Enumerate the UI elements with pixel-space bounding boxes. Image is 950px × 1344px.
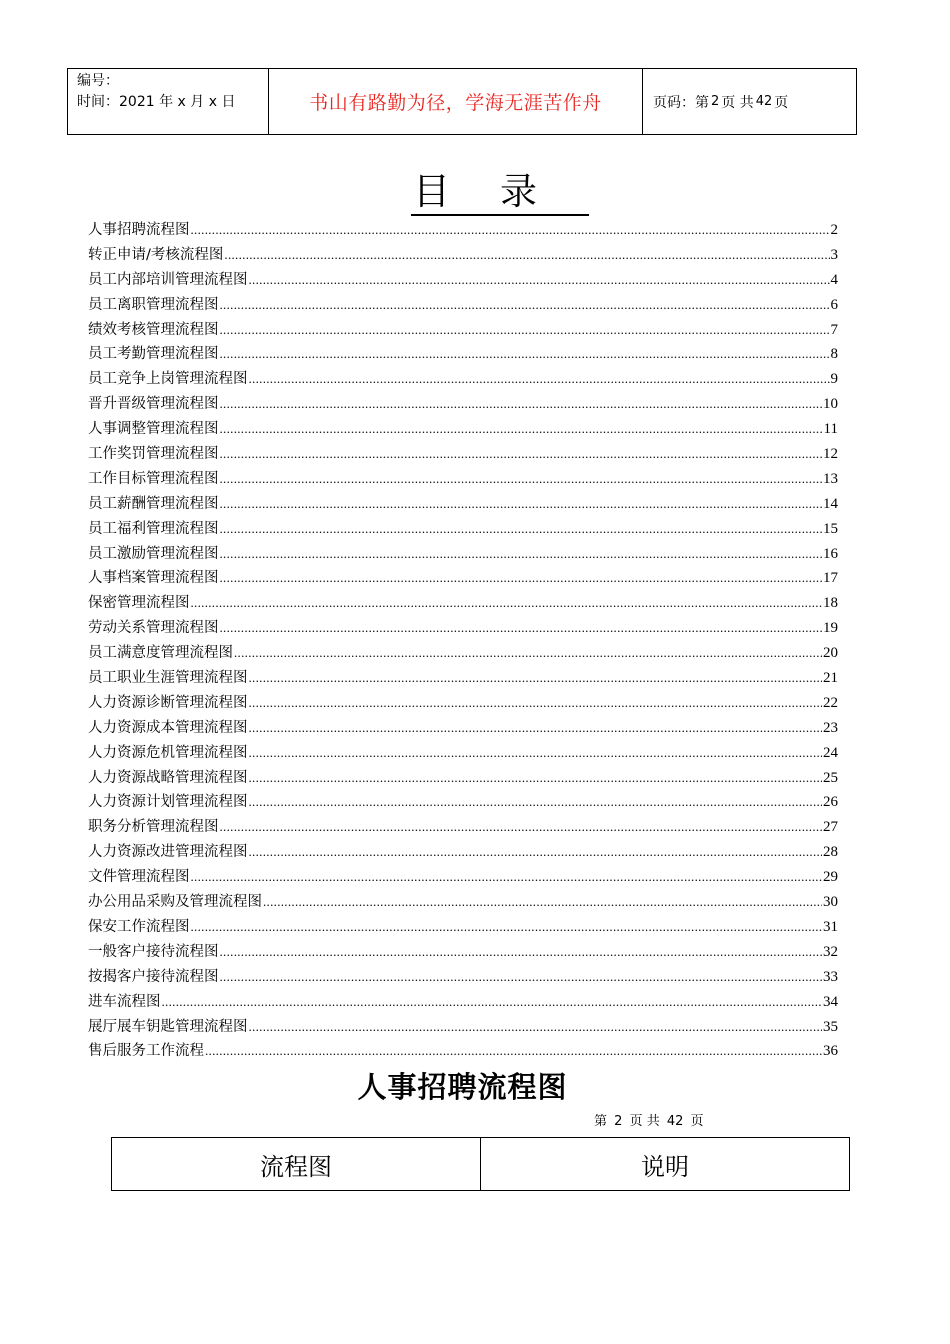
toc-entry-leader xyxy=(249,741,823,766)
toc-entry-page: 14 xyxy=(823,495,838,512)
toc-entry-label: 按揭客户接待流程图 xyxy=(88,968,219,985)
toc-entry-label: 办公用品采购及管理流程图 xyxy=(88,894,262,911)
toc-entry-label: 劳动关系管理流程图 xyxy=(88,620,219,637)
toc-entry-label: 展厅展车钥匙管理流程图 xyxy=(88,1018,248,1035)
toc-entry-label: 员工内部培训管理流程图 xyxy=(88,271,248,288)
section-page-indicator xyxy=(594,1112,704,1132)
toc-entry[interactable] xyxy=(88,915,838,940)
toc-entry-leader xyxy=(249,666,823,691)
toc-entry[interactable] xyxy=(88,990,838,1015)
toc-entry-page: 22 xyxy=(823,694,838,711)
toc-entry-label: 人力资源危机管理流程图 xyxy=(88,744,248,761)
toc-entry-label: 人事招聘流程图 xyxy=(88,222,190,238)
flow-chart-column-header: 流程图 xyxy=(112,1138,481,1191)
toc-entry-label: 员工福利管理流程图 xyxy=(88,520,219,537)
toc-entry-leader xyxy=(191,218,830,243)
motto-text: 书山有路勤为径，学海无涯苦作舟 xyxy=(309,92,602,114)
toc-entry-leader xyxy=(191,915,823,940)
toc-entry-page: 35 xyxy=(823,1018,838,1035)
toc-entry-leader xyxy=(220,492,823,517)
toc-entry[interactable] xyxy=(88,218,838,243)
toc-entry[interactable] xyxy=(88,865,838,890)
toc-list xyxy=(88,218,838,1064)
section-page-prefix: 第 xyxy=(594,1114,608,1129)
toc-entry-leader xyxy=(220,442,823,467)
toc-entry-label: 进车流程图 xyxy=(88,993,161,1010)
toc-entry[interactable] xyxy=(88,367,838,392)
toc-entry-page: 29 xyxy=(823,869,838,886)
toc-entry[interactable] xyxy=(88,741,838,766)
toc-title xyxy=(0,166,950,218)
toc-entry[interactable] xyxy=(88,517,838,542)
toc-entry-leader xyxy=(220,542,823,567)
number-label: 编号： xyxy=(77,73,119,89)
toc-entry-leader xyxy=(220,417,823,442)
toc-entry-page: 25 xyxy=(823,769,838,786)
toc-entry[interactable] xyxy=(88,1015,838,1040)
toc-entry-leader xyxy=(220,342,830,367)
toc-entry-leader xyxy=(234,641,822,666)
toc-entry-leader xyxy=(220,566,823,591)
toc-entry[interactable] xyxy=(88,591,838,616)
toc-entry-page: 30 xyxy=(823,894,838,911)
toc-entry-label: 员工离职管理流程图 xyxy=(88,296,219,313)
flow-table xyxy=(111,1137,850,1191)
toc-entry-label: 人力资源改进管理流程图 xyxy=(88,844,248,861)
toc-entry[interactable] xyxy=(88,392,838,417)
toc-entry-leader xyxy=(220,616,823,641)
toc-entry-page: 32 xyxy=(823,943,838,960)
time-label: 时间：2021 年 x 月 x 日 xyxy=(77,94,236,110)
toc-entry-page: 21 xyxy=(823,670,838,687)
toc-entry-page: 10 xyxy=(823,396,838,413)
toc-entry-label: 工作奖罚管理流程图 xyxy=(88,446,219,463)
toc-entry-leader xyxy=(220,965,823,990)
toc-entry-label: 员工激励管理流程图 xyxy=(88,545,219,562)
toc-entry[interactable] xyxy=(88,318,838,343)
toc-entry-page: 13 xyxy=(823,470,838,487)
toc-entry-leader xyxy=(220,293,830,318)
toc-entry[interactable] xyxy=(88,417,838,442)
section-page-total: 42 xyxy=(666,1114,684,1129)
toc-entry[interactable] xyxy=(88,790,838,815)
toc-entry-leader xyxy=(249,766,823,791)
page-mid: 页 共 xyxy=(721,94,754,111)
toc-entry-leader xyxy=(249,840,823,865)
toc-entry-page: 24 xyxy=(823,744,838,761)
toc-entry[interactable] xyxy=(88,890,838,915)
toc-entry[interactable] xyxy=(88,840,838,865)
toc-entry-leader xyxy=(191,865,823,890)
toc-entry[interactable] xyxy=(88,467,838,492)
toc-title-text: 目录 xyxy=(411,170,589,216)
toc-entry-leader xyxy=(220,517,823,542)
toc-entry-leader xyxy=(220,815,823,840)
toc-entry-page: 17 xyxy=(823,570,838,587)
toc-entry-page: 28 xyxy=(823,844,838,861)
section-page-mid: 页 共 xyxy=(629,1114,660,1129)
header-motto-cell xyxy=(269,69,643,134)
toc-entry[interactable] xyxy=(88,940,838,965)
toc-entry-page: 12 xyxy=(823,446,838,463)
flow-table-header-row xyxy=(112,1138,850,1191)
toc-entry[interactable] xyxy=(88,815,838,840)
toc-entry-label: 人力资源诊断管理流程图 xyxy=(88,694,248,711)
toc-entry[interactable] xyxy=(88,766,838,791)
toc-entry-label: 一般客户接待流程图 xyxy=(88,943,219,960)
toc-entry-page: 23 xyxy=(823,719,838,736)
toc-entry-label: 售后服务工作流程 xyxy=(88,1043,204,1060)
toc-entry-page: 33 xyxy=(823,968,838,985)
page-total: 42 xyxy=(755,94,773,109)
toc-entry-label: 员工满意度管理流程图 xyxy=(88,645,233,662)
toc-entry-page: 7 xyxy=(830,321,838,338)
toc-entry-page: 15 xyxy=(823,520,838,537)
toc-entry[interactable] xyxy=(88,268,838,293)
toc-entry-label: 转正申请/考核流程图 xyxy=(88,246,224,263)
toc-entry-label: 人力资源计划管理流程图 xyxy=(88,794,248,811)
header-meta-cell xyxy=(68,69,269,134)
description-column-header: 说明 xyxy=(481,1138,850,1191)
toc-entry-label: 晋升晋级管理流程图 xyxy=(88,396,219,413)
toc-entry-page: 18 xyxy=(823,595,838,612)
toc-entry-leader xyxy=(249,790,823,815)
toc-entry[interactable] xyxy=(88,965,838,990)
toc-entry[interactable] xyxy=(88,442,838,467)
toc-entry[interactable] xyxy=(88,1039,838,1064)
toc-entry-label: 绩效考核管理流程图 xyxy=(88,321,219,338)
toc-entry-leader xyxy=(205,1039,822,1064)
page-current: 2 xyxy=(711,94,720,109)
toc-entry[interactable] xyxy=(88,666,838,691)
toc-entry[interactable] xyxy=(88,492,838,517)
toc-entry-label: 人力资源战略管理流程图 xyxy=(88,769,248,786)
toc-entry[interactable] xyxy=(88,293,838,318)
toc-entry-page: 20 xyxy=(823,645,838,662)
toc-entry-page: 16 xyxy=(823,545,838,562)
toc-entry-leader xyxy=(249,268,830,293)
toc-entry-label: 保密管理流程图 xyxy=(88,595,190,612)
toc-entry[interactable] xyxy=(88,616,838,641)
toc-entry-leader xyxy=(224,243,829,268)
toc-entry[interactable] xyxy=(88,716,838,741)
toc-entry-label: 员工竞争上岗管理流程图 xyxy=(88,371,248,388)
toc-entry-page: 6 xyxy=(830,296,838,313)
page-prefix: 页码：第 xyxy=(653,94,709,111)
section-page-suffix: 页 xyxy=(690,1114,704,1129)
toc-entry-label: 职务分析管理流程图 xyxy=(88,819,219,836)
toc-entry-label: 工作目标管理流程图 xyxy=(88,470,219,487)
toc-entry[interactable] xyxy=(88,566,838,591)
toc-entry-page: 9 xyxy=(830,371,838,388)
toc-entry-page: 19 xyxy=(823,620,838,637)
toc-entry[interactable] xyxy=(88,342,838,367)
toc-entry-page: 3 xyxy=(830,246,838,263)
toc-entry-page: 26 xyxy=(823,794,838,811)
section-title: 人事招聘流程图 xyxy=(357,1070,568,1104)
toc-entry-label: 文件管理流程图 xyxy=(88,869,190,886)
toc-entry-label: 员工考勤管理流程图 xyxy=(88,346,219,363)
toc-entry-leader xyxy=(249,691,823,716)
toc-entry[interactable] xyxy=(88,641,838,666)
toc-entry-page: 2 xyxy=(830,222,838,238)
toc-entry-leader xyxy=(191,591,823,616)
toc-entry[interactable] xyxy=(88,691,838,716)
header-page-cell xyxy=(643,69,856,134)
toc-entry[interactable] xyxy=(88,243,838,268)
toc-entry-leader xyxy=(249,1015,823,1040)
toc-entry-page: 11 xyxy=(823,421,838,438)
toc-entry-leader xyxy=(220,392,823,417)
toc-entry-leader xyxy=(249,367,830,392)
toc-entry-page: 31 xyxy=(823,918,838,935)
toc-entry-label: 人力资源成本管理流程图 xyxy=(88,719,248,736)
toc-entry-leader xyxy=(220,318,830,343)
toc-entry-leader xyxy=(162,990,823,1015)
toc-entry-page: 8 xyxy=(830,346,838,363)
toc-entry-page: 4 xyxy=(830,271,838,288)
toc-entry-page: 34 xyxy=(823,993,838,1010)
toc-entry-label: 人事档案管理流程图 xyxy=(88,570,219,587)
toc-entry[interactable] xyxy=(88,542,838,567)
toc-entry-leader xyxy=(263,890,822,915)
toc-entry-label: 人事调整管理流程图 xyxy=(88,421,219,438)
page-header xyxy=(67,68,857,135)
toc-entry-page: 27 xyxy=(823,819,838,836)
toc-entry-label: 保安工作流程图 xyxy=(88,918,190,935)
toc-entry-leader xyxy=(220,467,823,492)
toc-entry-page: 36 xyxy=(823,1043,838,1060)
page-suffix: 页 xyxy=(774,94,789,111)
section-page-current: 2 xyxy=(614,1114,623,1129)
toc-entry-label: 员工职业生涯管理流程图 xyxy=(88,670,248,687)
toc-entry-leader xyxy=(220,940,823,965)
toc-entry-label: 员工薪酬管理流程图 xyxy=(88,495,219,512)
toc-entry-leader xyxy=(249,716,823,741)
